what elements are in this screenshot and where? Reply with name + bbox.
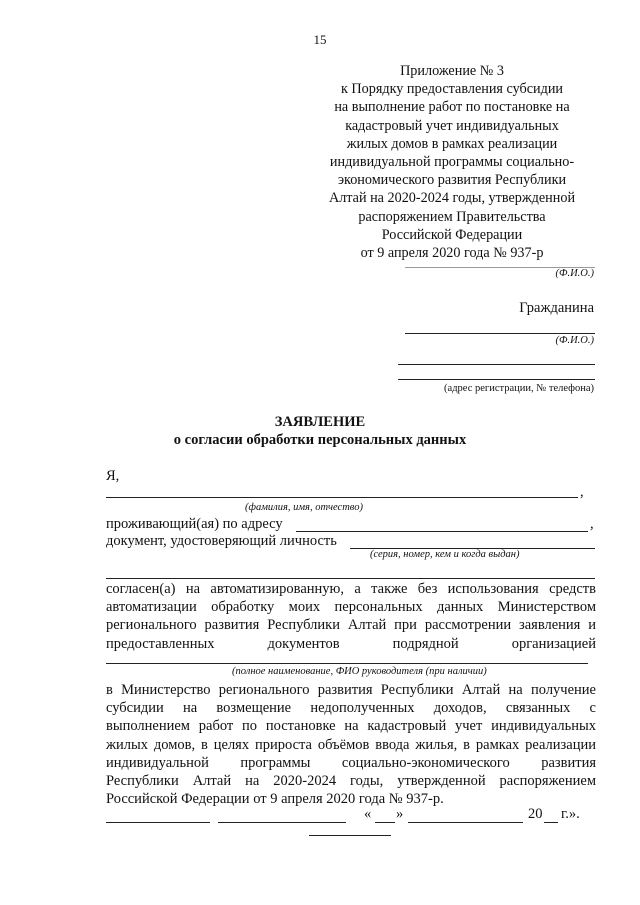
body-line: жилых домов, в целях прироста объёмов ввода жилья, в рамках реализации xyxy=(106,736,596,753)
consent-line: регионального развития Республики Алтай при рассмотрении заявления и xyxy=(106,617,596,634)
fio-caption: (Ф.И.О.) xyxy=(555,335,594,346)
bottom-divider xyxy=(309,835,391,836)
document-caption: (серия, номер, кем и когда выдан) xyxy=(370,549,520,560)
appendix-line: жилых домов в рамках реализации xyxy=(346,135,558,152)
signature-name-field[interactable] xyxy=(218,822,346,823)
body-line: индивидуальной программы социально-экономического развития xyxy=(106,754,596,771)
consent-line: предоставленных документов подрядной организацией xyxy=(106,635,596,652)
document-title: ЗАЯВЛЕНИЕ xyxy=(274,414,366,430)
address-field[interactable] xyxy=(296,531,588,532)
name-comma: , xyxy=(580,484,584,500)
body-line: в Министерство регионального развития Республики Алтай на получение xyxy=(106,682,596,698)
organization-caption: (полное наименование, ФИО руководителя (при наличии) xyxy=(232,666,487,677)
date-year-prefix: 20 xyxy=(528,806,543,822)
body-paragraph xyxy=(106,681,596,808)
appendix-line: индивидуальной программы социально- xyxy=(329,154,575,171)
fio-caption: (Ф.И.О.) xyxy=(555,268,594,279)
i-label: Я, xyxy=(106,468,120,484)
body-line: Республики Алтай на 2020-2024 годы, утвержденной распоряжением xyxy=(106,773,596,790)
consent-paragraph xyxy=(106,580,596,653)
full-name-field[interactable] xyxy=(106,497,578,498)
body-line: выполнением работ по постановке на кадастровый учет индивидуальных xyxy=(106,718,596,735)
appendix-line: от 9 апреля 2020 года № 937-р xyxy=(360,245,544,262)
appendix-line: к Порядку предоставления субсидии xyxy=(340,81,564,98)
date-open-quote: « xyxy=(364,806,372,822)
name-caption: (фамилия, имя, отчество) xyxy=(245,502,363,513)
document-subtitle: о согласии обработки персональных данных xyxy=(173,432,467,448)
citizen-fio-line[interactable] xyxy=(405,333,595,334)
appendix-line: экономического развития Республики xyxy=(337,172,567,189)
signature-field[interactable] xyxy=(106,822,210,823)
citizen-label: Гражданина xyxy=(519,300,594,316)
appendix-line: кадастровый учет индивидуальных xyxy=(345,117,559,134)
appendix-line: на выполнение работ по постановке на xyxy=(334,99,570,116)
address-label: проживающий(ая) по адресу xyxy=(106,516,283,532)
consent-line: автоматизации обработку моих персональных данных Министерством xyxy=(106,599,596,616)
appendix-line: Алтай на 2020-2024 годы, утвержденной xyxy=(328,190,576,207)
document-field-continued[interactable] xyxy=(106,578,595,579)
date-day-field[interactable] xyxy=(375,822,395,823)
date-year-suffix: г.». xyxy=(561,806,580,822)
address-line-1[interactable] xyxy=(398,364,595,365)
document-label: документ, удостоверяющий личность xyxy=(106,533,337,549)
date-month-field[interactable] xyxy=(408,822,523,823)
appendix-line: Российской Федерации xyxy=(381,226,523,243)
address-comma: , xyxy=(590,516,594,532)
page-number: 15 xyxy=(313,32,327,47)
appendix-block xyxy=(300,62,604,262)
address-line-2[interactable] xyxy=(398,379,595,380)
consent-line: согласен(а) на автоматизированную, а также без использования средств xyxy=(106,581,596,597)
address-caption: (адрес регистрации, № телефона) xyxy=(444,383,594,394)
body-line: субсидии на возмещение недополученных доходов, связанных с xyxy=(106,700,596,717)
appendix-line: распоряжением Правительства xyxy=(358,208,546,225)
date-close-quote: » xyxy=(396,806,404,822)
body-line: Российской Федерации от 9 апреля 2020 года № 937-р. xyxy=(106,791,444,808)
appendix-line: Приложение № 3 xyxy=(400,63,504,79)
organization-field[interactable] xyxy=(106,663,588,664)
date-year-field[interactable] xyxy=(544,822,558,823)
